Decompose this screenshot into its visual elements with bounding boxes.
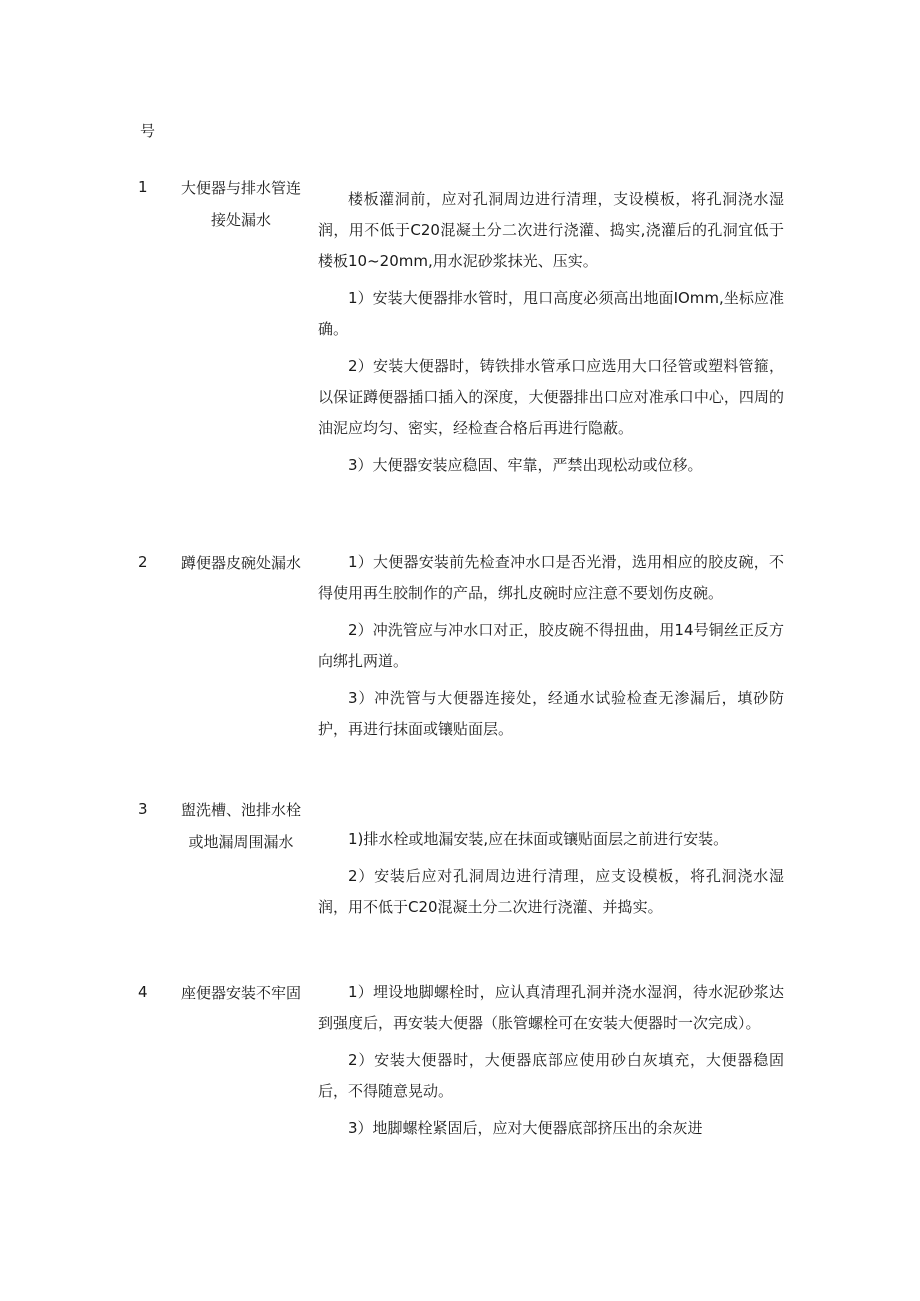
row-body (318, 977, 784, 1150)
paragraph: 楼板灌洞前，应对孔洞周边进行清理，支设模板，将孔洞浇水湿润，用不低于C20混凝土分二次进行浇灌、捣实,浇灌后的孔洞宜低于楼板10~20mm,用水泥砂浆抹光、压实。 (318, 190, 784, 270)
paragraph: 2）安装后应对孔洞周边进行清理，应支设模板，将孔洞浇水湿润，用不低于C20混凝土分二次进行浇灌、并捣实。 (318, 867, 784, 916)
row-body (318, 547, 784, 751)
row-number: 4 (138, 983, 148, 1001)
column-header-number: 号 (140, 122, 156, 140)
paragraph: 3）冲洗管与大便器连接处，经通水试验检查无渗漏后，填砂防护，再进行抹面或镶贴面层。 (318, 689, 784, 738)
row-title: 大便器与排水管连接处漏水 (180, 179, 301, 229)
row-number: 2 (138, 553, 148, 571)
row-body (318, 184, 784, 487)
paragraph: 3）地脚螺栓紧固后，应对大便器底部挤压出的余灰进 (348, 1119, 703, 1137)
row-number: 3 (138, 800, 148, 818)
row-title: 盥洗槽、池排水栓或地漏周围漏水 (180, 801, 301, 851)
paragraph: 1）大便器安装前先检查冲水口是否光滑，选用相应的胶皮碗，不得使用再生胶制作的产品，绑扎皮碗时应注意不要划伤皮碗。 (318, 553, 784, 602)
row-title: 蹲便器皮碗处漏水 (180, 554, 301, 572)
row-title: 座便器安装不牢固 (180, 984, 301, 1002)
paragraph: 2）安装大便器时，大便器底部应使用砂白灰填充，大便器稳固后，不得随意晃动。 (318, 1051, 784, 1100)
paragraph: 3）大便器安装应稳固、牢靠，严禁出现松动或位移。 (348, 456, 703, 474)
paragraph: 2）安装大便器时，铸铁排水管承口应选用大口径管或塑料管箍，以保证蹲便器插口插入的深度，大便器排出口应对准承口中心，四周的油泥应均匀、密实，经检查合格后再进行隐蔽。 (318, 357, 784, 437)
row-body (318, 824, 784, 929)
paragraph: 1）埋设地脚螺栓时，应认真清理孔洞并浇水湿润，待水泥砂浆达到强度后，再安装大便器（胀管螺栓可在安装大便器时一次完成）。 (318, 983, 784, 1032)
paragraph: 1)排水栓或地漏安装,应在抹面或镶贴面层之前进行安装。 (348, 830, 729, 848)
paragraph: 2）冲洗管应与冲水口对正，胶皮碗不得扭曲，用14号铜丝正反方向绑扎两道。 (318, 621, 784, 670)
row-number: 1 (138, 178, 148, 196)
paragraph: 1）安装大便器排水管时，甩口高度必须高出地面IOmm,坐标应准确。 (318, 289, 784, 338)
